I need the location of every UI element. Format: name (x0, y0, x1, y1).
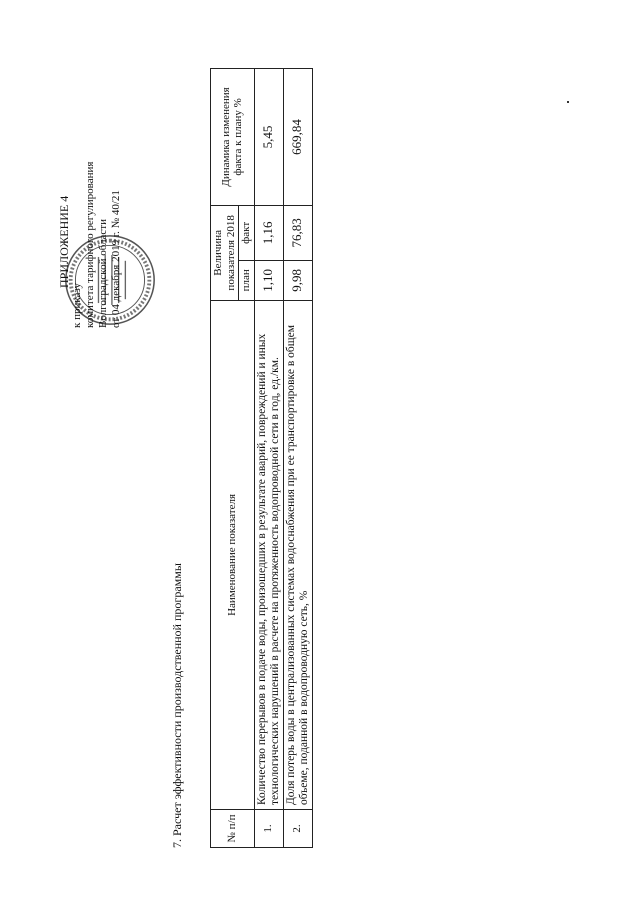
header-value-group: Величина показателя 2018 (211, 205, 239, 300)
section-title: 7. Расчет эффективности производственной программы (170, 563, 184, 848)
rotated-page-content (57, 68, 360, 848)
row-num: 1. (254, 810, 283, 848)
header-fact: факт (239, 205, 255, 260)
row-plan-value: 1,10 (254, 260, 283, 300)
row-fact-value: 76,83 (283, 205, 312, 260)
header-plan: план (239, 260, 255, 300)
row-dynamics-value: 5,45 (254, 69, 283, 206)
table-row (254, 69, 283, 848)
scan-speck (567, 101, 569, 103)
row-fact-value: 1,16 (254, 205, 283, 260)
appendix-line-order: к приказу (71, 282, 83, 328)
row-plan-value: 9,98 (283, 260, 312, 300)
appendix-line-committee: комитета тарифного регулирования (84, 161, 96, 328)
efficiency-table (210, 68, 313, 848)
row-num: 2. (283, 810, 312, 848)
header-num: № п/п (211, 810, 255, 848)
appendix-title: ПРИЛОЖЕНИЕ 4 (57, 195, 71, 288)
appendix-header (58, 68, 123, 328)
appendix-line-region: Волгоградской области (97, 219, 109, 328)
header-dynamics: Динамика изменения факта к плану % (211, 69, 255, 206)
appendix-line-date: от 04 декабря 2019 г. № 40/21 (110, 190, 122, 328)
table-row (283, 69, 312, 848)
row-indicator-name: Доля потерь воды в централизованных системах водоснабжения при ее транспортировке в общем объеме, поданной в водопроводную сеть, % (283, 300, 312, 809)
table-header-row (211, 69, 239, 848)
row-dynamics-value: 669,84 (283, 69, 312, 206)
header-name: Наименование показателя (211, 300, 255, 809)
row-indicator-name: Количество перерывов в подаче воды, произошедших в результате аварий, повреждений и иных технологических нарушений в расчете на протяженность водопроводной сети в год, ед./км. (254, 300, 283, 809)
